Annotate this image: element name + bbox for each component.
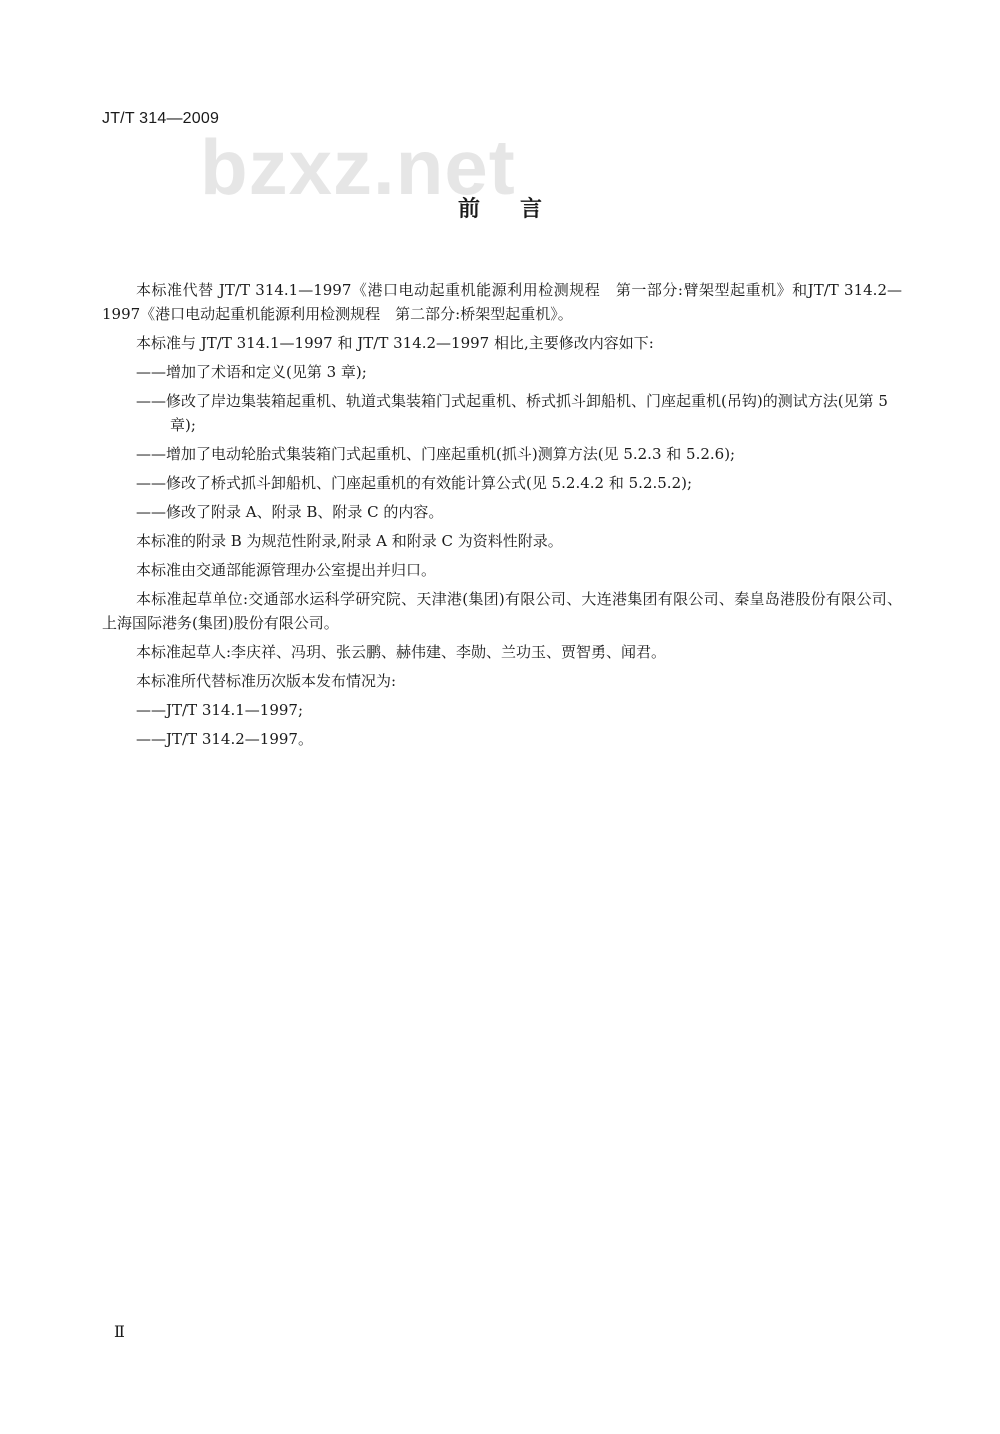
paragraph-replaces: 本标准代替 JT/T 314.1—1997《港口电动起重机能源利用检测规程 第一部分:臂架型起重机》和JT/T 314.2—1997《港口电动起重机能源利用检测规程 第二部分:桥架型起重机》。 bbox=[102, 281, 902, 323]
list-item-change-3: ——增加了电动轮胎式集装箱门式起重机、门座起重机(抓斗)测算方法(见 5.2.3 和 5.2.6); bbox=[136, 445, 736, 463]
paragraph-annexes: 本标准的附录 B 为规范性附录,附录 A 和附录 C 为资料性附录。 bbox=[136, 532, 563, 550]
standard-code: JT/T 314—2009 bbox=[102, 110, 220, 127]
list-item-history-1: ——JT/T 314.1—1997; bbox=[136, 701, 304, 719]
paragraph-drafters: 本标准起草人:李庆祥、冯玥、张云鹏、赫伟建、李勋、兰功玉、贾智勇、闻君。 bbox=[136, 643, 667, 661]
paragraph-drafting-units: 本标准起草单位:交通部水运科学研究院、天津港(集团)有限公司、大连港集团有限公司、秦皇岛港股份有限公司、上海国际港务(集团)股份有限公司。 bbox=[102, 590, 902, 632]
page-title: 前言 bbox=[457, 197, 582, 222]
list-item-change-2: ——修改了岸边集装箱起重机、轨道式集装箱门式起重机、桥式抓斗卸船机、门座起重机(吊钩)的测试方法(见第 5 章); bbox=[136, 392, 888, 434]
list-item-history-2: ——JT/T 314.2—1997。 bbox=[136, 730, 313, 748]
paragraph-history-intro: 本标准所代替标准历次版本发布情况为: bbox=[136, 672, 397, 690]
foreword-body bbox=[102, 278, 902, 751]
paragraph-proposed-by: 本标准由交通部能源管理办公室提出并归口。 bbox=[136, 561, 437, 579]
list-item-change-1: ——增加了术语和定义(见第 3 章); bbox=[136, 363, 367, 381]
list-item-change-5: ——修改了附录 A、附录 B、附录 C 的内容。 bbox=[136, 503, 444, 521]
paragraph-changes-intro: 本标准与 JT/T 314.1—1997 和 JT/T 314.2—1997 相比,主要修改内容如下: bbox=[136, 334, 654, 352]
list-item-change-4: ——修改了桥式抓斗卸船机、门座起重机的有效能计算公式(见 5.2.4.2 和 5.2.5.2); bbox=[136, 474, 693, 492]
watermark-logo: bzxz.net bbox=[200, 123, 516, 211]
page-number: Ⅱ bbox=[114, 1322, 125, 1341]
